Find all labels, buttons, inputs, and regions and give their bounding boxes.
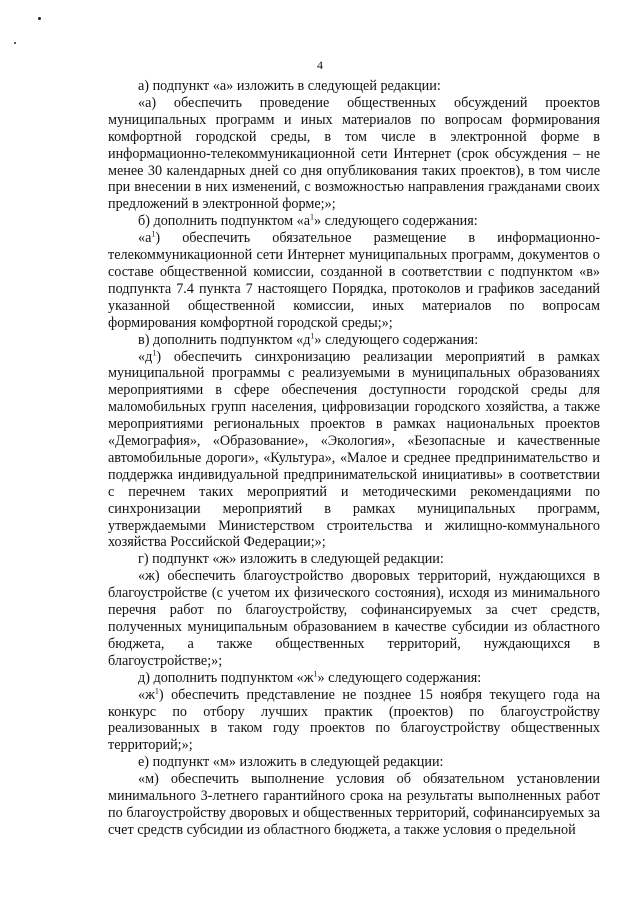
paragraph-text: г) подпункт «ж» изложить в следующей редакции: (138, 551, 444, 568)
paragraph (108, 349, 600, 552)
superscript-text: 1 (151, 229, 156, 239)
paragraph-text: «д (138, 348, 153, 365)
paragraph (108, 332, 600, 349)
paragraph-text: «а) обеспечить проведение общественных обсуждений проектов муниципальных программ и иных материалов по вопросам формирования комфортной городской среды, в том числе в электронной форме в информационно-телекоммуникационной сети Интернет (срок обсуждения – не менее 30 календарных дней со дня опубликования таких проектов), в том числе при внесении в них изменений, с возможностью направления гражданами своих предложений в электронной форме;»; (108, 94, 600, 213)
paragraph-text: «ж (138, 686, 155, 703)
paragraph-text: «м) обеспечить выполнение условия об обязательном установлении минимального 3-летнего гарантийного срока на результаты выполненных работ по благоустройству дворовых и общественных территорий, софинансируемых за счет средств субсидии из областного бюджета, а также условия о предельной (108, 771, 600, 838)
paragraph (108, 568, 600, 669)
superscript-text: 1 (313, 668, 318, 678)
paragraph (108, 670, 600, 687)
scan-speck-dot (14, 42, 16, 44)
paragraph-text: в) дополнить подпунктом «д (138, 331, 311, 348)
paragraph (108, 213, 600, 230)
paragraph (108, 754, 600, 771)
superscript-text: 1 (310, 330, 315, 340)
paragraph-text: ) обеспечить представление не позднее 15 ноября текущего года на конкурс по отбору лучших практик (проектов) по благоустройству реализованных в таком году проектов по благоустройству общественных территорий;»; (108, 686, 600, 754)
paragraph-text: а) подпункт «а» изложить в следующей редакции: (138, 78, 441, 94)
paragraph-text: ) обеспечить синхронизацию реализации мероприятий в рамках муниципальной программы с реализуемыми в муниципальных образованиях мероприятиями в сфере обеспечения доступности городской среды для маломобильных групп населения, цифровизации городского хозяйства, а также мероприятиями региональных проектов в рамках национальных проектов «Демография», «Образование», «Экология», «Безопасные и качественные автомобильные дороги», «Культура», «Малое и среднее предпринимательство и поддержка индивидуальной предпринимательской инициативы» в соответствии с перечнем таких мероприятий и методическими рекомендациями по синхронизации мероприятий в рамках муниципальных программ, утверждаемыми Министерством строительства и жилищно-коммунального хозяйства Российской Федерации;»; (108, 348, 600, 551)
paragraph-text: » следующего содержания: (314, 331, 479, 348)
paragraph-text: » следующего содержания: (317, 669, 482, 686)
superscript-text: 1 (154, 685, 159, 695)
scan-speck-dot (38, 17, 41, 20)
paragraph (108, 551, 600, 568)
paragraph (108, 95, 600, 213)
superscript-text: 1 (310, 212, 315, 222)
paragraph (108, 771, 600, 839)
paragraph-text: » следующего содержания: (314, 213, 478, 230)
paragraph-text: «а (138, 230, 152, 247)
document-body (108, 78, 600, 839)
paragraph-text: б) дополнить подпунктом «а (138, 213, 311, 230)
paragraph-text: ) обеспечить обязательное размещение в информационно-телекоммуникационной сети Интернет муниципальных программ, документов о составе общественной комиссии, созданной в соответствии с подпунктом «в» подпункта 7.4 пункта 7 настоящего Порядка, протоколов и графиков заседаний указанной общественной комиссии, иных материалов по вопросам формирования комфортной городской среды;»; (108, 230, 600, 331)
paragraph (108, 687, 600, 755)
superscript-text: 1 (152, 347, 157, 357)
paragraph (108, 230, 600, 331)
paragraph-text: «ж) обеспечить благоустройство дворовых территорий, нуждающихся в благоустройстве (с учетом их физического состояния), исходя из минимального перечня работ по благоустройству, софинансируемых за счет средств, полученных муниципальным образованием в качестве субсидии из областного бюджета, а также общественных территорий, нуждающихся в благоустройстве;»; (108, 568, 600, 669)
page-number: 4 (317, 58, 323, 72)
paragraph (108, 78, 600, 95)
paragraph-text: д) дополнить подпунктом «ж (138, 669, 314, 686)
paragraph-text: е) подпункт «м» изложить в следующей редакции: (138, 754, 444, 771)
